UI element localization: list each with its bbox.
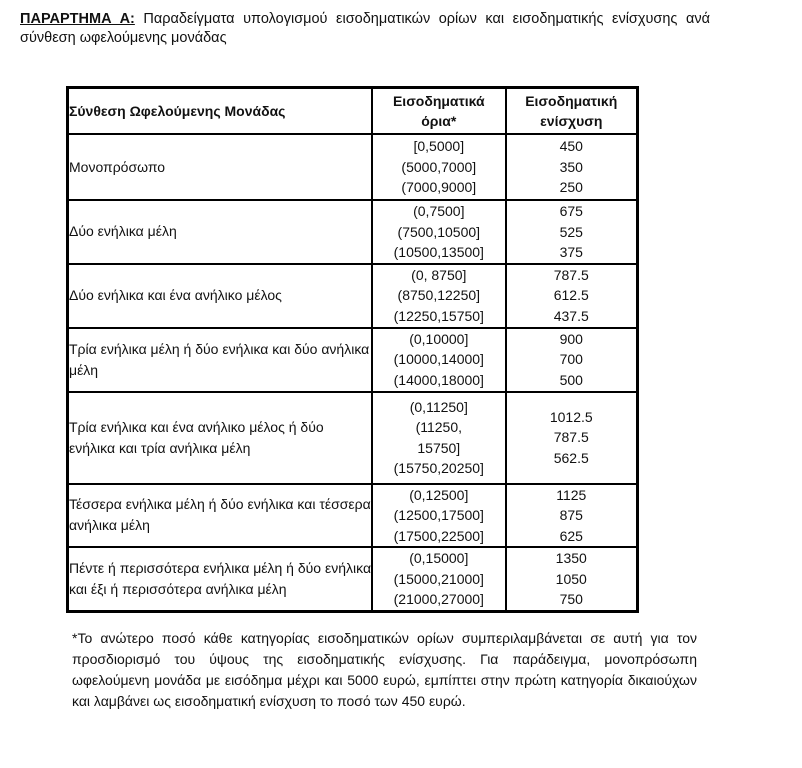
income-limit-value: (0,10000] [409, 330, 469, 347]
table-row [68, 200, 638, 264]
income-limit-value: (17500,22500] [393, 527, 484, 544]
support-amount-value: 612.5 [553, 287, 589, 304]
header-income-limits-line1: Εισοδηματικά [392, 93, 485, 109]
income-limits-cell [372, 547, 505, 611]
table-row [68, 547, 638, 611]
income-support-table [66, 86, 639, 613]
income-limit-value: (0, 8750] [411, 266, 467, 283]
support-amount-cell [506, 484, 638, 548]
support-amount-value: 562.5 [553, 449, 589, 466]
header-income-support [506, 88, 638, 135]
table-row [68, 392, 638, 484]
support-amount-value: 1350 [555, 550, 587, 566]
composition-cell: Πέντε ή περισσότερα ενήλικα μέλη ή δύο ενήλικα και έξι ή περισσότερα ανήλικα μέλη [68, 547, 373, 611]
support-amount-cell [506, 200, 638, 264]
support-amount-cell [506, 547, 638, 611]
support-amount-cell [506, 264, 638, 328]
header-income-support-line2: ενίσχυση [540, 113, 603, 129]
income-limit-value: (15000,21000] [393, 570, 484, 587]
appendix-heading [20, 10, 710, 48]
income-limit-value: (7500,10500] [397, 223, 481, 240]
composition-cell: Δύο ενήλικα μέλη [68, 200, 373, 264]
support-amount-value: 525 [559, 223, 583, 240]
support-amount-value: 750 [559, 591, 583, 607]
composition-cell: Τρία ενήλικα και ένα ανήλικο μέλος ή δύο ενήλικα και τρία ανήλικα μέλη [68, 392, 373, 484]
support-amount-value: 787.5 [553, 429, 589, 446]
income-limit-value: (11250, [415, 419, 463, 435]
composition-cell: Δύο ενήλικα και ένα ανήλικο μέλος [68, 264, 373, 328]
support-amount-cell [506, 328, 638, 392]
income-limit-value: (21000,27000] [393, 591, 484, 607]
header-income-support-line1: Εισοδηματική [525, 93, 618, 109]
income-limits-cell [372, 328, 505, 392]
support-amount-value: 875 [559, 507, 583, 523]
income-limit-value: (0,12500] [409, 486, 469, 503]
income-limit-value: (7000,9000] [401, 179, 477, 196]
support-amount-cell [506, 392, 638, 484]
income-limit-value: (0,7500] [413, 203, 465, 219]
table-row [68, 328, 638, 392]
support-amount-value: 675 [559, 203, 583, 219]
support-amount-value: 1125 [556, 486, 587, 503]
income-limit-value: (0,15000] [409, 550, 469, 566]
support-amount-value: 500 [559, 371, 583, 388]
support-amount-value: 787.5 [553, 266, 589, 283]
support-amount-value: 437.5 [553, 307, 589, 324]
appendix-label: ΠΑΡΑΡΤΗΜΑ Α: [20, 11, 135, 27]
table-header-row [68, 88, 638, 135]
support-amount-value: 700 [559, 351, 583, 368]
income-limit-value: (5000,7000] [401, 158, 477, 175]
appendix-title: Παραδείγματα υπολογισμού εισοδηματικών ορίων και εισοδηματικής ενίσχυσης ανά σύνθεση ωφελούμενης μονάδας [20, 11, 710, 46]
income-limit-value: (15750,20250] [393, 460, 484, 476]
composition-cell: Μονοπρόσωπο [68, 134, 373, 200]
income-limit-value: (8750,12250] [397, 287, 481, 304]
support-amount-value: 900 [559, 330, 583, 347]
income-limits-cell [372, 200, 505, 264]
income-limits-cell [372, 392, 505, 484]
income-limit-value: (14000,18000] [393, 371, 484, 388]
income-limit-value: (12500,17500] [393, 507, 484, 523]
support-amount-value: 250 [559, 179, 583, 196]
header-composition: Σύνθεση Ωφελούμενης Μονάδας [68, 88, 373, 135]
income-limits-cell [372, 484, 505, 548]
header-income-limits-line2: όρια* [421, 113, 457, 129]
income-limit-value: (0,11250] [409, 398, 468, 415]
support-amount-value: 350 [559, 158, 583, 175]
support-amount-value: 1012.5 [549, 408, 593, 425]
composition-cell: Τέσσερα ενήλικα μέλη ή δύο ενήλικα και τέσσερα ανήλικα μέλη [68, 484, 373, 548]
income-limits-cell [372, 134, 505, 200]
composition-cell: Τρία ενήλικα μέλη ή δύο ενήλικα και δύο ανήλικα μέλη [68, 328, 373, 392]
income-limit-value: (12250,15750] [393, 307, 484, 324]
income-limit-value: 15750] [417, 439, 461, 456]
income-limit-value: (10000,14000] [393, 351, 484, 368]
support-amount-value: 1050 [555, 570, 587, 587]
support-amount-value: 625 [559, 527, 583, 544]
support-amount-value: 375 [559, 244, 583, 260]
income-limit-value: (10500,13500] [393, 244, 484, 260]
table-row [68, 484, 638, 548]
footnote: *Το ανώτερο ποσό κάθε κατηγορίας εισοδηματικών ορίων συμπεριλαμβάνεται σε αυτή για τον προσδιορισμό του ύψους της εισοδηματικής ενίσχυσης. Για παράδειγμα, μονοπρόσωπη ωφελούμενη μονάδα με εισόδημα μέχρι και 5000 ευρώ, εμπίπτει στην πρώτη κατηγορία δικαιούχων και λαμβάνει ως εισοδηματική ενίσχυση το ποσό των 450 ευρώ. [72, 630, 697, 709]
header-income-limits [372, 88, 505, 135]
table-row [68, 134, 638, 200]
income-limit-value: [0,5000] [413, 138, 465, 155]
income-limits-cell [372, 264, 505, 328]
support-amount-cell [506, 134, 638, 200]
support-amount-value: 450 [559, 138, 583, 155]
table-row [68, 264, 638, 328]
